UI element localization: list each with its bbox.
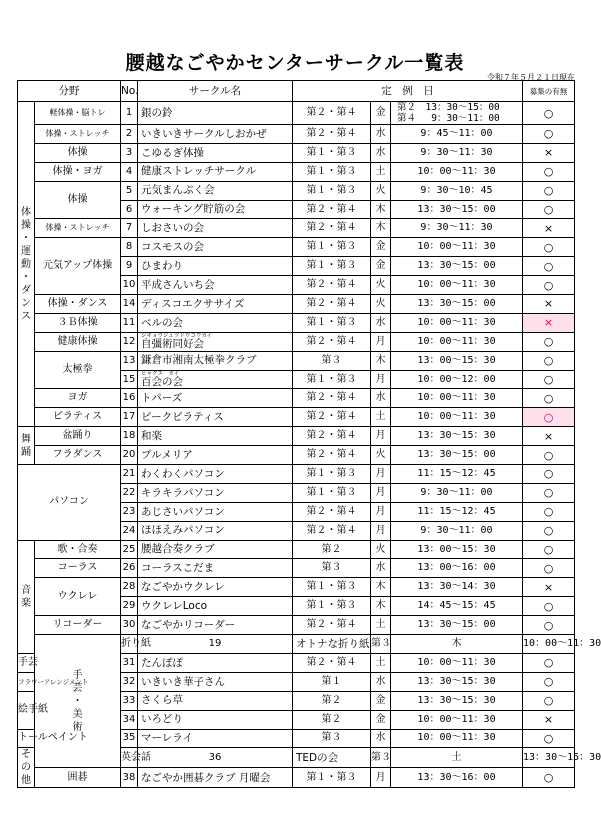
row-number: 26 bbox=[121, 559, 138, 578]
time: 9：45～11：00 bbox=[391, 125, 523, 144]
row-number: 32 bbox=[121, 672, 138, 691]
row-number: 35 bbox=[121, 729, 138, 748]
recruit-status: ○ bbox=[523, 465, 575, 484]
subcategory: 体操・ストレッチ bbox=[35, 125, 121, 144]
name-ruby: ヒャクエ カイ bbox=[141, 370, 180, 377]
weekday: 木 bbox=[371, 597, 391, 616]
header-circle: サークル名 bbox=[138, 81, 293, 102]
frequency: 第１・第３ bbox=[293, 162, 371, 181]
table-row bbox=[18, 351, 575, 370]
time: 11：15～12：45 bbox=[391, 465, 523, 484]
weekday: 水 bbox=[371, 389, 391, 408]
weekday: 月 bbox=[371, 370, 391, 389]
subcategory: 盆踊り bbox=[35, 427, 121, 446]
group-music: 音 楽 bbox=[18, 540, 35, 653]
time: 10：00～12：00 bbox=[391, 370, 523, 389]
group-pc: パソコン bbox=[18, 465, 121, 541]
frequency: 第２・第４ bbox=[293, 408, 371, 427]
circle-name: ベルの会 bbox=[138, 313, 293, 332]
time: 13：30～16：00 bbox=[391, 768, 523, 788]
recruit-status: ○ bbox=[523, 729, 575, 748]
time: 13：00～15：30 bbox=[391, 540, 523, 559]
weekday: 水 bbox=[371, 125, 391, 144]
frequency: 第１・第３ bbox=[293, 597, 371, 616]
circle-name: いろどり bbox=[138, 710, 293, 729]
circle-name: いきいき華子さん bbox=[138, 672, 293, 691]
row-number: 20 bbox=[121, 446, 138, 465]
page-title: 腰越なごやかセンターサークル一覧表 bbox=[125, 52, 465, 74]
frequency: 第１・第３ bbox=[293, 768, 371, 788]
subcategory: ヨガ bbox=[35, 389, 121, 408]
table-row bbox=[18, 238, 575, 257]
recruit-status: ○ bbox=[523, 672, 575, 691]
time: 10：00～11：30 bbox=[391, 162, 523, 181]
weekday: 火 bbox=[371, 295, 391, 314]
circle-name: 自彊術同好会 bbox=[141, 337, 204, 350]
subcategory: ウクレレ bbox=[35, 578, 121, 616]
time: 9：30～11：00 bbox=[391, 483, 523, 502]
frequency: 第２・第４ bbox=[293, 125, 371, 144]
table-row bbox=[18, 143, 575, 162]
row-number: 8 bbox=[121, 238, 138, 257]
frequency: 第２・第４ bbox=[293, 102, 371, 125]
frequency: 第３ bbox=[293, 351, 371, 370]
time: 13：00～15：30 bbox=[391, 351, 523, 370]
as-of-date: 令和７年５月２１日現在 bbox=[487, 73, 575, 82]
frequency: 第１・第３ bbox=[293, 578, 371, 597]
table-row bbox=[18, 427, 575, 446]
time: 13：30～15：30 bbox=[391, 672, 523, 691]
table-row bbox=[18, 540, 575, 559]
row-number: 23 bbox=[121, 502, 138, 521]
recruit-status: ○ bbox=[523, 408, 575, 427]
group-dance: 舞 踊 bbox=[18, 427, 35, 465]
recruit-status: ○ bbox=[523, 540, 575, 559]
frequency: 第２・第４ bbox=[293, 427, 371, 446]
weekday: 火 bbox=[371, 276, 391, 295]
recruit-status: ○ bbox=[523, 181, 575, 200]
row-number: 34 bbox=[121, 710, 138, 729]
weekday: 水 bbox=[371, 313, 391, 332]
frequency: 第２・第４ bbox=[293, 332, 371, 351]
recruit-status: ○ bbox=[523, 200, 575, 219]
subcategory: 英会話 bbox=[121, 748, 138, 768]
weekday: 木 bbox=[371, 351, 391, 370]
weekday: 木 bbox=[371, 578, 391, 597]
subcategory: ３Ｂ体操 bbox=[35, 313, 121, 332]
frequency: 第２・第４ bbox=[293, 276, 371, 295]
row-number: 13 bbox=[121, 351, 138, 370]
frequency: 第２・第４ bbox=[293, 446, 371, 465]
row-number: 30 bbox=[121, 616, 138, 635]
table-row bbox=[18, 408, 575, 427]
weekday: 土 bbox=[371, 653, 391, 672]
weekday: 金 bbox=[371, 238, 391, 257]
frequency: 第２・第４ bbox=[293, 200, 371, 219]
table-row bbox=[18, 578, 575, 597]
name-ruby: ジキョウジュツドウコウカイ bbox=[141, 332, 213, 339]
circle-name: プルメリア bbox=[138, 446, 293, 465]
row-number: 31 bbox=[121, 653, 138, 672]
row-number: 15 bbox=[121, 370, 138, 389]
row-number: 24 bbox=[121, 521, 138, 540]
table-row bbox=[18, 635, 575, 654]
weekday: 金 bbox=[371, 102, 391, 125]
header-no: No. bbox=[121, 81, 138, 102]
header-recruit: 募集の有無 bbox=[523, 81, 575, 102]
recruit-status: ○ bbox=[523, 389, 575, 408]
weekday: 月 bbox=[371, 465, 391, 484]
row-number: 28 bbox=[121, 578, 138, 597]
recruit-status: × bbox=[523, 295, 575, 314]
row-number: 1 bbox=[121, 102, 138, 125]
header-row bbox=[18, 81, 575, 102]
table-row bbox=[18, 389, 575, 408]
time: 13：30～15：00 bbox=[391, 616, 523, 635]
recruit-status: ○ bbox=[523, 102, 575, 125]
recruit-status: ○ bbox=[523, 768, 575, 788]
recruit-status: × bbox=[523, 578, 575, 597]
time: 第２ 13：30～15：00 第４ 9：30～11：00 bbox=[391, 102, 523, 125]
table-row bbox=[18, 332, 575, 351]
subcategory: リコーダー bbox=[35, 616, 121, 635]
frequency: 第３ bbox=[371, 635, 391, 654]
row-number: 11 bbox=[121, 313, 138, 332]
header-category: 分野 bbox=[18, 81, 121, 102]
frequency: 第２・第４ bbox=[293, 502, 371, 521]
group-other: そ の 他 bbox=[18, 748, 35, 788]
recruit-status: ○ bbox=[523, 370, 575, 389]
frequency: 第１・第３ bbox=[293, 181, 371, 200]
table-row bbox=[18, 295, 575, 314]
time: 13：30～15：00 bbox=[391, 295, 523, 314]
group-craft: 手 芸 ・ 美 術 bbox=[35, 635, 121, 768]
frequency: 第３ bbox=[293, 729, 371, 748]
subcategory: 体操 bbox=[35, 143, 121, 162]
circle-name: 腰越合奏クラブ bbox=[138, 540, 293, 559]
subcategory: 太極拳 bbox=[35, 351, 121, 389]
frequency: 第１・第３ bbox=[293, 370, 371, 389]
frequency: 第１・第３ bbox=[293, 143, 371, 162]
frequency: 第１・第３ bbox=[293, 257, 371, 276]
circle-name: いきいきサークルしおかぜ bbox=[138, 125, 293, 144]
weekday: 金 bbox=[371, 257, 391, 276]
time: 10：00～11：30 bbox=[391, 653, 523, 672]
subcategory: 元気アップ体操 bbox=[35, 238, 121, 295]
circle-name: さくら草 bbox=[138, 691, 293, 710]
circle-name: なごやかリコーダー bbox=[138, 616, 293, 635]
weekday: 火 bbox=[371, 540, 391, 559]
time: 13：30～14：30 bbox=[391, 578, 523, 597]
weekday: 金 bbox=[371, 710, 391, 729]
weekday: 木 bbox=[371, 219, 391, 238]
circle-name: TEDの会 bbox=[293, 748, 371, 768]
row-number: 3 bbox=[121, 143, 138, 162]
group-exercise: 体 操 ・ 運 動 ・ ダ ン ス bbox=[18, 102, 35, 427]
table-row bbox=[18, 181, 575, 200]
frequency: 第２ bbox=[293, 691, 371, 710]
weekday: 水 bbox=[371, 672, 391, 691]
circle-name: トパーズ bbox=[138, 389, 293, 408]
table-row bbox=[18, 446, 575, 465]
circle-name: キラキラパソコン bbox=[138, 483, 293, 502]
recruit-status: ○ bbox=[523, 125, 575, 144]
circle-name: 百会の会 bbox=[141, 375, 183, 388]
row-number: 7 bbox=[121, 219, 138, 238]
circle-name: ひまわり bbox=[138, 257, 293, 276]
row-number: 17 bbox=[121, 408, 138, 427]
recruit-status: ○ bbox=[523, 257, 575, 276]
table-row bbox=[18, 219, 575, 238]
weekday: 土 bbox=[391, 748, 523, 768]
circle-name: 元気まんぷく会 bbox=[138, 181, 293, 200]
row-number: 19 bbox=[138, 635, 293, 654]
circle-name: ディスコエクササイズ bbox=[138, 295, 293, 314]
frequency: 第１・第３ bbox=[293, 313, 371, 332]
subcategory: 歌・合奏 bbox=[35, 540, 121, 559]
weekday: 水 bbox=[371, 143, 391, 162]
recruit-status: ○ bbox=[523, 332, 575, 351]
table-row bbox=[18, 313, 575, 332]
row-number: 33 bbox=[121, 691, 138, 710]
circle-name: なごやかウクレレ bbox=[138, 578, 293, 597]
circle-name: マーレライ bbox=[138, 729, 293, 748]
circle-name: コスモスの会 bbox=[138, 238, 293, 257]
weekday: 水 bbox=[371, 559, 391, 578]
table-row bbox=[18, 465, 575, 484]
row-number: 14 bbox=[121, 295, 138, 314]
time: 9：30～11：30 bbox=[391, 219, 523, 238]
circle-name-cell bbox=[138, 370, 293, 389]
time: 13：30～15：30 bbox=[391, 427, 523, 446]
time: 13：00～16：00 bbox=[391, 559, 523, 578]
subcategory: 絵手紙 bbox=[18, 691, 35, 729]
time: 10：00～11：30 bbox=[391, 313, 523, 332]
weekday: 土 bbox=[371, 408, 391, 427]
circle-name: しおさいの会 bbox=[138, 219, 293, 238]
table-row bbox=[18, 768, 575, 788]
subcategory: 体操・ヨガ bbox=[35, 162, 121, 181]
weekday: 木 bbox=[391, 635, 523, 654]
frequency: 第２・第４ bbox=[293, 295, 371, 314]
time: 13：30～15：00 bbox=[391, 446, 523, 465]
frequency: 第１・第３ bbox=[293, 238, 371, 257]
time: 10：00～11：30 bbox=[391, 238, 523, 257]
recruit-status: ○ bbox=[523, 653, 575, 672]
table-row bbox=[18, 559, 575, 578]
frequency: 第１・第３ bbox=[293, 465, 371, 484]
row-number: 12 bbox=[121, 332, 138, 351]
subcategory: 体操・ダンス bbox=[35, 295, 121, 314]
time: 11：15～12：45 bbox=[391, 502, 523, 521]
frequency: 第２・第４ bbox=[293, 653, 371, 672]
recruit-status: ○ bbox=[523, 597, 575, 616]
row-number: 6 bbox=[121, 200, 138, 219]
circle-name: ウクレレLoco bbox=[138, 597, 293, 616]
row-number: 5 bbox=[121, 181, 138, 200]
frequency: 第３ bbox=[371, 748, 391, 768]
time: 13：30～15：30 bbox=[523, 748, 575, 768]
weekday: 月 bbox=[371, 521, 391, 540]
circle-name: ウォーキング貯筋の会 bbox=[138, 200, 293, 219]
time: 10：00～11：30 bbox=[391, 276, 523, 295]
circle-name: たんぽぽ bbox=[138, 653, 293, 672]
row-number: 16 bbox=[121, 389, 138, 408]
recruit-status: × bbox=[523, 313, 575, 332]
subcategory: 健康体操 bbox=[35, 332, 121, 351]
recruit-status: ○ bbox=[523, 238, 575, 257]
frequency: 第２ bbox=[293, 540, 371, 559]
recruit-status: ○ bbox=[523, 559, 575, 578]
row-number: 38 bbox=[121, 768, 138, 788]
row-number: 2 bbox=[121, 125, 138, 144]
frequency: 第３ bbox=[293, 559, 371, 578]
circle-name: オトナな折り紙 bbox=[293, 635, 371, 654]
subcategory: トールペイント bbox=[18, 729, 35, 748]
circle-name: 和楽 bbox=[138, 427, 293, 446]
table-row bbox=[18, 102, 575, 125]
circle-name: 平成さんいち会 bbox=[138, 276, 293, 295]
time: 13：30～15：30 bbox=[391, 691, 523, 710]
row-number: 36 bbox=[138, 748, 293, 768]
recruit-status: ○ bbox=[523, 483, 575, 502]
table-row bbox=[18, 125, 575, 144]
weekday: 木 bbox=[371, 200, 391, 219]
subcategory: 囲碁 bbox=[35, 768, 121, 788]
time: 13：30～15：00 bbox=[391, 257, 523, 276]
subcategory: 折り紙 bbox=[121, 635, 138, 654]
recruit-status: ○ bbox=[523, 162, 575, 181]
weekday: 金 bbox=[371, 691, 391, 710]
time: 10：00～11：30 bbox=[391, 408, 523, 427]
frequency: 第１・第３ bbox=[293, 483, 371, 502]
subcategory: 体操・ストレッチ bbox=[35, 219, 121, 238]
time: 10：00～11：30 bbox=[391, 729, 523, 748]
weekday: 火 bbox=[371, 181, 391, 200]
recruit-status: × bbox=[523, 710, 575, 729]
time: 10：00～11：30 bbox=[391, 710, 523, 729]
subcategory: ピラティス bbox=[35, 408, 121, 427]
circle-table bbox=[17, 80, 601, 788]
frequency: 第２・第４ bbox=[293, 389, 371, 408]
table-row bbox=[18, 616, 575, 635]
time: 9：30～11：30 bbox=[391, 143, 523, 162]
row-number: 29 bbox=[121, 597, 138, 616]
frequency: 第２ bbox=[293, 710, 371, 729]
circle-name: 健康ストレッチサークル bbox=[138, 162, 293, 181]
weekday: 月 bbox=[371, 483, 391, 502]
weekday: 土 bbox=[371, 616, 391, 635]
weekday: 月 bbox=[371, 427, 391, 446]
weekday: 水 bbox=[371, 729, 391, 748]
circle-name: コーラスこだま bbox=[138, 559, 293, 578]
recruit-status: × bbox=[523, 143, 575, 162]
subcategory: 軽体操・脳トレ bbox=[35, 102, 121, 125]
circle-name: こゆるぎ体操 bbox=[138, 143, 293, 162]
recruit-status: ○ bbox=[523, 446, 575, 465]
time: 9：30～10：45 bbox=[391, 181, 523, 200]
recruit-status: ○ bbox=[523, 502, 575, 521]
recruit-status: ○ bbox=[523, 351, 575, 370]
row-number: 21 bbox=[121, 465, 138, 484]
circle-name: ピークピラティス bbox=[138, 408, 293, 427]
time: 14：45～15：45 bbox=[391, 597, 523, 616]
frequency: 第２・第４ bbox=[293, 616, 371, 635]
circle-name-cell bbox=[138, 332, 293, 351]
subcategory: コーラス bbox=[35, 559, 121, 578]
time: 9：30～11：00 bbox=[391, 521, 523, 540]
time: 10：00～11：30 bbox=[391, 389, 523, 408]
subcategory: 手芸 bbox=[18, 653, 35, 672]
subcategory: フラワーアレンジメント bbox=[18, 672, 35, 691]
time: 10：00～11：30 bbox=[391, 332, 523, 351]
recruit-status: ○ bbox=[523, 521, 575, 540]
time: 10：00～11：30 bbox=[523, 635, 575, 654]
weekday: 月 bbox=[371, 768, 391, 788]
circle-name: なごやか囲碁クラブ 月曜会 bbox=[138, 768, 293, 788]
weekday: 土 bbox=[371, 162, 391, 181]
frequency: 第２・第４ bbox=[293, 219, 371, 238]
frequency: 第１ bbox=[293, 672, 371, 691]
time: 13：30～15：00 bbox=[391, 200, 523, 219]
weekday: 月 bbox=[371, 332, 391, 351]
row-number: 18 bbox=[121, 427, 138, 446]
frequency: 第２・第４ bbox=[293, 521, 371, 540]
recruit-status: ○ bbox=[523, 691, 575, 710]
header-schedule: 定 例 日 bbox=[293, 81, 523, 102]
weekday: 月 bbox=[371, 502, 391, 521]
circle-name: わくわくパソコン bbox=[138, 465, 293, 484]
circle-name: 鎌倉市湘南太極拳クラブ bbox=[138, 351, 293, 370]
row-number: 25 bbox=[121, 540, 138, 559]
recruit-status: ○ bbox=[523, 616, 575, 635]
row-number: 10 bbox=[121, 276, 138, 295]
weekday: 火 bbox=[371, 446, 391, 465]
table-row bbox=[18, 162, 575, 181]
subcategory: フラダンス bbox=[35, 446, 121, 465]
row-number: 9 bbox=[121, 257, 138, 276]
recruit-status: × bbox=[523, 219, 575, 238]
row-number: 4 bbox=[121, 162, 138, 181]
circle-name: あじさいパソコン bbox=[138, 502, 293, 521]
recruit-status: × bbox=[523, 427, 575, 446]
recruit-status: ○ bbox=[523, 276, 575, 295]
row-number: 22 bbox=[121, 483, 138, 502]
circle-name: ほほえみパソコン bbox=[138, 521, 293, 540]
subcategory: 体操 bbox=[35, 181, 121, 219]
circle-name: 銀の鈴 bbox=[138, 102, 293, 125]
